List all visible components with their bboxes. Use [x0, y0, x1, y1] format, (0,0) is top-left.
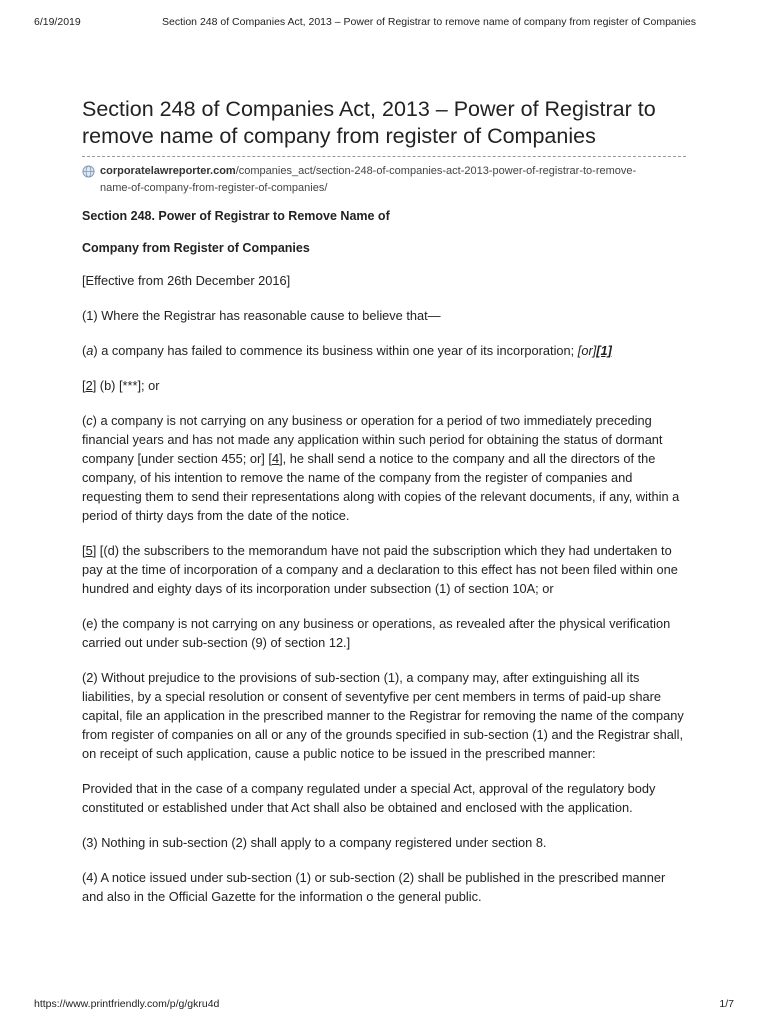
clause-1c [82, 411, 686, 525]
article [82, 96, 686, 906]
print-date: 6/19/2019 [34, 16, 81, 28]
clause-1d-text: [(d) the subscribers to the memorandum have not paid the subscription which they had undertaken to pay at the time of incorporation of a company and a declaration to this effect has not been filed within one hundred and eighty days of its incorporation under subsection (1) of section 10A; or [82, 543, 678, 596]
source-link[interactable] [82, 163, 686, 197]
clause-1c-text-1: ) a company is not carrying on any business or operation for a period of two immediately preceding financial years and has not made any application within such period for obtaining the status of dormant company [under section 455; or] [ [82, 413, 663, 466]
clause-1d: [5] [(d) the subscribers to the memorandum have not paid the subscription which they had undertaken to pay at the time of incorporation of a company and a declaration to this effect has not been filed within one hundred and eighty days of its incorporation under subsection (1) of section 10A; or [82, 543, 678, 596]
page-number: 1/7 [719, 998, 734, 1010]
clause-1b-text: (b) [***]; or [96, 378, 160, 393]
source-path-1[interactable]: /companies_act/section-248-of-companies-act-2013-power-of-registrar-to-remove- [235, 165, 637, 177]
dashed-divider [82, 156, 686, 157]
print-title: Section 248 of Companies Act, 2013 – Power of Registrar to remove name of company from register of Companies [162, 16, 697, 28]
clause-1c-open: ( [82, 413, 87, 428]
footnote-link-4[interactable]: 4 [271, 451, 280, 466]
print-footer [34, 998, 734, 1012]
clause-1a-letter: a [86, 343, 94, 358]
page-title [82, 96, 686, 150]
proviso: Provided that in the case of a company regulated under a special Act, approval of the regulatory body constituted or established under that Act shall also be obtained and enclosed with the application. [82, 781, 656, 815]
clause-1a-text: ) a company has failed to commence its business within one year of its incorporation; [93, 343, 578, 358]
footnote-link-5[interactable]: 5 [85, 543, 93, 558]
section-heading-line-2: Company from Register of Companies [82, 241, 310, 255]
footnote-link-1[interactable]: [1] [596, 343, 612, 358]
clause-1a [82, 341, 686, 360]
clause-1c-text-2: ], he shall send a notice to the company and all the directors of the company, of his intention to remove the name of the company from the register of companies and requesting them to send their representations along with copies of the relevant documents, if any, within a period of thirty days from the date of the notice. [82, 451, 680, 523]
source-path-2[interactable]: name-of-company-from-register-of-companies/ [100, 182, 328, 194]
source-domain[interactable]: corporatelawreporter.com [100, 165, 236, 177]
page-title-line-2: remove name of company from register of Companies [82, 124, 596, 148]
footnote-link-2[interactable]: 2 [85, 378, 93, 393]
clause-1b: [2] (b) [***]; or [82, 378, 160, 393]
clause-2: (2) Without prejudice to the provisions of sub-section (1), a company may, after extinguishing all its liabilities, by a special resolution or consent of seventyfive per cent members in terms of paid-up share capital, file an application in the prescribed manner to the Registrar for removing the name of the company from register of companies on all or any of the grounds specified in sub-section (1) and the Registrar shall, on receipt of such application, cause a public notice to be issued in the prescribed manner: [82, 670, 684, 761]
clause-1a-or: [or] [577, 343, 597, 358]
effective-date: [Effective from 26th December 2016] [82, 273, 291, 288]
clause-1e: (e) the company is not carrying on any business or operations, as revealed after the physical verification carried out under sub-section (9) of section 12.] [82, 616, 671, 650]
clause-3: (3) Nothing in sub-section (2) shall apply to a company registered under section 8. [82, 835, 547, 850]
clause-1: (1) Where the Registrar has reasonable cause to believe that— [82, 308, 441, 323]
print-url: https://www.printfriendly.com/p/g/gkru4d [34, 998, 220, 1010]
clause-1c-letter: c [86, 413, 93, 428]
section-heading-line-1: Section 248. Power of Registrar to Remove Name of [82, 209, 390, 223]
print-header [34, 16, 734, 30]
page-title-line-1: Section 248 of Companies Act, 2013 – Power of Registrar to [82, 97, 656, 121]
globe-icon [82, 165, 95, 178]
clause-4: (4) A notice issued under sub-section (1) or sub-section (2) shall be published in the prescribed manner and also in the Official Gazette for the information o the general public. [82, 870, 666, 904]
clause-1a-open: ( [82, 343, 87, 358]
